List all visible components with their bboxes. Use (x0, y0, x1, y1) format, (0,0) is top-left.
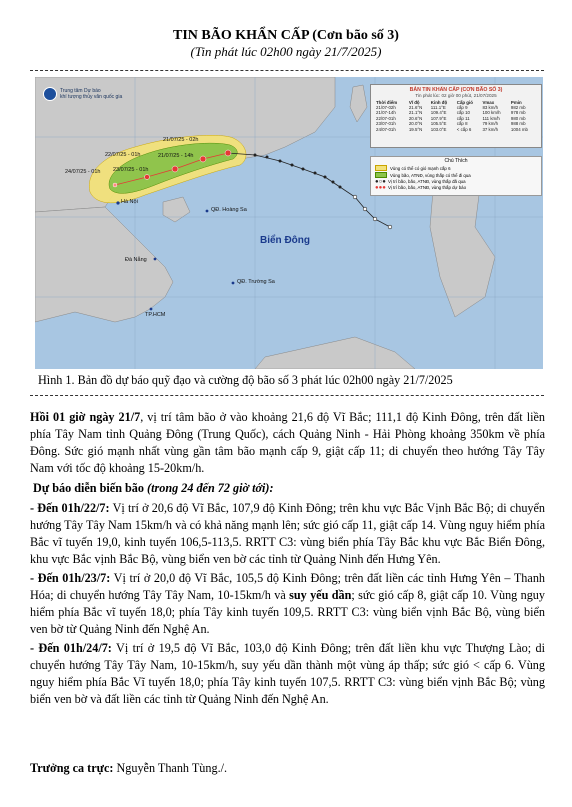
table-cell: 21.1°N (408, 110, 423, 116)
hainan-land (163, 197, 190, 222)
map-legend (370, 156, 542, 196)
forecast-table-subtitle: Tin phát lúc: 02 giờ 00 phút, 21/07/2025 (415, 93, 497, 98)
legend-item (375, 179, 537, 184)
label-22-01h: 22/07/25 - 01h (105, 152, 141, 158)
table-cell: 24/07-01h (376, 126, 396, 132)
forecast-item-24 (30, 640, 545, 708)
table-header: Cấp gió (456, 100, 473, 105)
table-cell: cấp 8 (456, 121, 468, 127)
label-21-02h: 21/07/25 - 02h (163, 137, 199, 143)
label-hoangsa: QĐ. Hoàng Sa (211, 207, 247, 213)
forecast-item-23 (30, 570, 545, 638)
table-cell: cấp 10 (456, 110, 470, 116)
legend-item-label: Vùng có thể có gió mạnh cấp 6 (390, 165, 451, 171)
legend-item (375, 172, 537, 178)
forecast-time-24: - Đến 01h/24/7: (30, 641, 112, 655)
table-cell: 23/07-01h (376, 121, 396, 127)
table-cell: 21.6°N (408, 105, 423, 110)
table-cell: 980 mb (510, 115, 526, 121)
table-cell: 83 km/h (482, 105, 499, 110)
legend-item-label: Vị trí bão, bão, ATNĐ, vùng thấp dự báo (388, 185, 467, 190)
logo-emblem-icon (43, 87, 57, 101)
forecast-emphasis-23: suy yếu dần (289, 588, 352, 602)
forecast-text-22: Vị trí ở 20,6 độ Vĩ Bắc, 107,9 độ Kinh Đông; trên khu vực Bắc Vịnh Bắc Bộ; di chuyển hướng Tây Tây Nam 15km/h và có khả năng mạnh lên; sức gió cấp 11, giật cấp 14. Vùng nguy hiểm phía Bắc vĩ tuyến 19,0, kinh tuyến 106,5-113,5. RRTT C3: vùng biển phía Tây Bắc khu vực Bắc Biển Đông, khu vực Bắc vịnh Bắc Bộ, vùng biển ven bờ các tỉnh từ Quảng Ninh đến Hưng Yên. (30, 501, 546, 566)
table-cell: cấp 9 (456, 105, 468, 110)
map-legend-title: Chú Thích (444, 158, 468, 164)
black-dots-icon: ●○● (375, 178, 386, 185)
table-cell: 982 mb (510, 105, 526, 110)
forecast-heading-italic: (trong 24 đến 72 giờ tới): (143, 481, 274, 495)
table-cell: 111.1°E (430, 105, 446, 110)
forecast-text-23b: ; sức gió cấp 8, giật cấp 10. Vùng nguy hiểm phía Bắc vĩ tuyến 18,0; phía Tây kinh tuyến 109,5. RRTT C3: vùng biển vịnh Bắc Bộ, vùng biển ven bờ từ Quảng Ninh đến Nghệ An. (30, 588, 545, 636)
table-header: Vĩ độ (408, 100, 420, 105)
signature (30, 761, 227, 776)
past-track-line (228, 153, 390, 227)
table-cell: 21/07-14h (376, 110, 396, 116)
logo-line-2: khí tượng thủy văn quốc gia (60, 94, 123, 100)
signature-name: Nguyễn Thanh Tùng./. (113, 761, 228, 775)
forecast-table (370, 84, 542, 148)
hoangsa-marker (206, 210, 209, 213)
table-cell: 22/07-01h (376, 115, 396, 121)
bulletin-body (30, 409, 545, 708)
table-cell: 37 km/h (482, 126, 499, 132)
table-header: Thời điểm (376, 100, 398, 105)
table-cell: 100 km/h (482, 110, 501, 116)
past-track-points (254, 154, 342, 189)
bottom-divider (30, 395, 544, 396)
legend-item (375, 185, 537, 190)
table-header: Vmax (482, 100, 495, 105)
table-cell: 988 mb (510, 121, 526, 127)
legend-item-label: Vùng bão, ATNĐ, vùng thấp có thể đi qua (390, 172, 471, 178)
logo-line-1: Trung tâm Dự báo (60, 88, 101, 94)
table-header: Kinh độ (430, 100, 448, 105)
table-cell: < cấp 6 (456, 126, 472, 132)
danang-marker (154, 258, 157, 261)
logo (43, 87, 122, 101)
label-hcm: TP.HCM (145, 312, 166, 318)
hanoi-marker (116, 201, 119, 204)
label-24-01h: 24/07/25 - 01h (65, 169, 101, 175)
table-cell: 103.0°E (430, 126, 447, 132)
table-cell: 111 km/h (482, 115, 500, 121)
yellow-swatch-icon (375, 165, 387, 171)
forecast-heading (30, 480, 545, 497)
table-cell: 107.9°E (430, 115, 447, 121)
label-biendong: Biển Đông (260, 235, 310, 246)
red-dots-icon: ●●● (375, 184, 386, 191)
top-divider (30, 70, 544, 71)
table-cell: 109.4°E (430, 110, 447, 116)
signature-label: Trưởng ca trực: (30, 761, 114, 775)
forecast-text-24: Vị trí ở 19,5 độ Vĩ Bắc, 103,0 độ Kinh Đông; trên đất liền khu vực Thượng Lào; di chuyển hướng Tây Tây Nam, 10-15km/h, suy yếu dần thành một vùng áp thấp; sức gió < cấp 6. Vùng nguy hiểm phía Bắc Vĩ tuyến 18,0; phía Tây kinh tuyến 107,5. RRTT C3: vùng biển vịnh Bắc Bộ; vùng biển ven bờ và đất liền các tỉnh từ Quảng Ninh đến Nghệ An. (30, 641, 546, 706)
label-truongsa: QĐ. Trường Sa (237, 279, 275, 285)
hcm-marker (150, 308, 153, 311)
forecast-table-grid (375, 100, 537, 132)
table-cell: 19.5°N (408, 126, 423, 132)
table-header: Pmin (510, 100, 522, 105)
table-cell: 21/07-02h (376, 105, 396, 110)
label-danang: Đà Nẵng (125, 257, 147, 263)
label-23-01h: 23/07/25 - 01h (113, 167, 149, 173)
past-depression-points (353, 195, 392, 229)
forecast-item-22 (30, 500, 545, 568)
forecast-heading-bold: Dự báo diễn biến bão (33, 481, 144, 495)
label-21-14h: 21/07/25 - 14h (158, 153, 194, 159)
table-cell: 978 mb (510, 110, 526, 116)
label-hanoi: Hà Nội (121, 199, 138, 205)
table-cell: 1004 mb (510, 126, 528, 132)
borneo-land (255, 337, 415, 369)
forecast-time-22: - Đến 01h/22/7: (30, 501, 110, 515)
storm-track-map (35, 77, 543, 369)
document-title: TIN BÃO KHẨN CẤP (Cơn bão số 3) (173, 28, 399, 43)
table-row (375, 127, 537, 132)
document-subtitle: (Tin phát lúc 02h00 ngày 21/7/2025) (190, 44, 382, 59)
taiwan-land (350, 85, 367, 122)
legend-item-label: Vị trí bão, bão, ATNĐ, vùng thấp đã qua (388, 179, 466, 184)
table-cell: 79 km/h (482, 121, 499, 127)
truongsa-marker (232, 282, 235, 285)
legend-item (375, 165, 537, 171)
table-cell: cấp 11 (456, 115, 470, 121)
forecast-time-23: - Đến 01h/23/7: (30, 571, 111, 585)
figure-caption: Hình 1. Bản đồ dự báo quỹ đạo và cường độ bão số 3 phát lúc 02h00 ngày 21/7/2025 (38, 373, 453, 387)
table-cell: 20.6°N (408, 115, 423, 121)
forecast-table-title: BẢN TIN KHẨN CẤP (CƠN BÃO SỐ 3) (409, 87, 503, 93)
vietnam-land (35, 207, 173, 322)
current-position-text: , vị trí tâm bão ở vào khoảng 21,6 độ Vĩ Bắc; 111,1 độ Kinh Đông, trên đất liền phía Tây Nam tỉnh Quảng Đông (Trung Quốc), cách Quảng Ninh - Hải Phòng khoảng 350km về phía Đông. Sức gió mạnh nhất vùng gần tâm bão mạnh cấp 9, giật cấp 11; di chuyển theo hướng Tây Tây Nam với tốc độ khoảng 15-20km/h. (30, 410, 545, 475)
forecast-text-23a: Vị trí ở 20,0 độ Vĩ Bắc, 105,5 độ Kinh Đông; trên đất liền các tỉnh Hưng Yên – Thanh Hóa; di chuyển hướng Tây Tây Nam, 10-15km/h và (30, 571, 546, 602)
current-position-paragraph (30, 409, 545, 477)
green-swatch-icon (375, 172, 387, 178)
table-cell: 105.5°E (430, 121, 447, 127)
table-cell: 20.0°N (408, 121, 423, 127)
current-time-label: Hồi 01 giờ ngày 21/7 (30, 410, 141, 424)
